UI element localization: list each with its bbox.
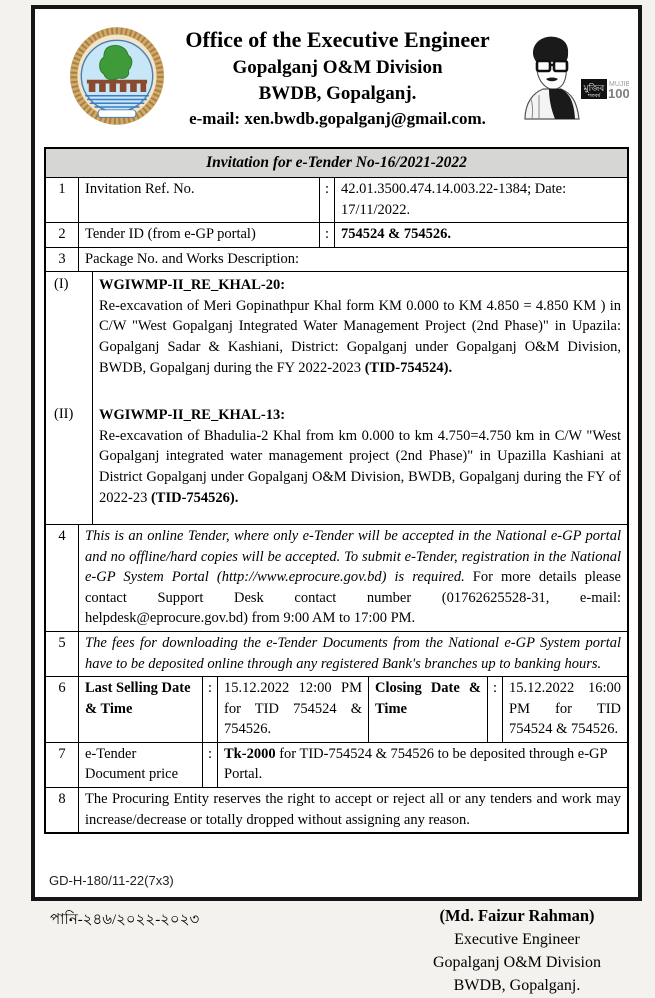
rights-note: The Procuring Entity reserves the right to accept or reject all or any tenders and work may increase/decrease or totally dropped without assigning any reason. <box>78 788 627 832</box>
table-title: Invitation for e-Tender No-16/2021-2022 <box>46 149 627 177</box>
package-1-description <box>92 272 627 402</box>
package-1-title: WGIWMP-II_RE_KHAL-20: <box>99 277 286 294</box>
row-number: 3 <box>58 250 66 267</box>
signatory-name: (Md. Faizur Rahman) <box>439 906 595 926</box>
row-number: 1 <box>58 181 66 197</box>
memo-number: পানি-২৪৬/২০২২-২০২৩ <box>50 912 200 929</box>
row-number: 8 <box>58 791 66 808</box>
row-package-2 <box>46 402 627 524</box>
print-code: GD-H-180/11-22(7x3) <box>49 873 174 888</box>
letterhead <box>44 13 629 143</box>
tender-id-label: Tender ID (from e-GP portal) <box>78 223 319 247</box>
package-1-tid: (TID-754524). <box>364 359 453 376</box>
closing-date-label: Closing Date & Time <box>368 677 487 742</box>
row-document-price <box>46 742 627 787</box>
tender-table <box>44 147 629 834</box>
svg-text:100: 100 <box>608 85 629 101</box>
document-price-value <box>217 743 627 787</box>
signatory-organization: BWDB, Gopalganj. <box>453 977 581 995</box>
row-number: 2 <box>58 226 66 243</box>
colon-separator: : <box>319 223 334 247</box>
row-online-tender-note <box>46 524 627 631</box>
package-2-tid: (TID-754526). <box>150 489 239 506</box>
mujib-100-icon <box>511 31 629 126</box>
invitation-ref-label: Invitation Ref. No. <box>78 178 319 222</box>
bwdb-seal-icon <box>70 27 164 130</box>
document-footer <box>44 904 629 997</box>
row-number: 6 <box>58 680 66 697</box>
tender-id-value: 754524 & 754526. <box>334 223 627 247</box>
row-dates <box>46 676 627 742</box>
colon-separator: : <box>202 677 217 742</box>
organization-title: BWDB, Gopalganj. <box>258 82 417 104</box>
document-price-amount: Tk-2000 <box>224 745 276 762</box>
document-price-label: e-Tender Document price <box>78 743 202 787</box>
colon-separator: : <box>319 178 334 222</box>
package-1-number: (I) <box>54 276 69 293</box>
package-1-body <box>99 296 621 378</box>
online-tender-note-regular: For more details please contact Support Desk contact number (01762625528-31, e-mail: helpdesk@eprocure.gov.bd) from 9:00 AM to 17:00 PM. <box>85 569 621 627</box>
row-package-1 <box>46 271 627 402</box>
row-fees-note <box>46 631 627 676</box>
signatory-division: Gopalganj O&M Division <box>433 954 601 972</box>
online-tender-note <box>78 525 627 631</box>
signature-block <box>433 904 601 997</box>
email-line: e-mail: xen.bwdb.gopalganj@gmail.com. <box>189 109 486 129</box>
package-2-text: Re-excavation of Bhadulia-2 Khal from km 0.000 to km 4.750=4.750 km in C/W "West Gopalganj integrated water management project (2nd Phase)" in Upazilla Kashiani at District Gopalganj under Gopalganj O&M Division, BWDB, Gopalganj during the FY of 2022-23 <box>99 427 621 506</box>
package-1-text: Re-excavation of Meri Gopinathpur Khal form KM 0.000 to KM 4.850 = 4.850 KM ) in C/W "West Gopalganj Integrated Water Management Project (2nd Phase)" in Upazila: Gopalganj Sadar & Kashiani, District: Gopalganj under Gopalganj O&M Division, BWDB, Gopalganj during the FY 2022-2023 <box>99 297 621 376</box>
online-tender-note-italic: This is an online Tender, where only e-Tender will be accepted in the National e-GP portal and no offline/hard copies will be accepted. To submit e-Tender, registration in the National e-GP System Portal (http://www.eprocure.gov.bd) is required. <box>85 528 621 586</box>
svg-text:মুজিব: মুজিব <box>583 82 605 93</box>
package-2-body <box>99 426 621 508</box>
division-title: Gopalganj O&M Division <box>232 56 443 78</box>
row-invitation-ref <box>46 177 627 222</box>
package-2-description <box>92 402 627 524</box>
svg-text:MUJIB: MUJIB <box>609 80 629 88</box>
colon-separator: : <box>487 677 502 742</box>
package-2-number: (II) <box>54 406 74 423</box>
package-heading-label: Package No. and Works Description: <box>78 248 627 272</box>
row-rights-note <box>46 787 627 832</box>
row-number: 4 <box>58 528 66 545</box>
invitation-ref-value: 42.01.3500.474.14.003.22-1384; Date: 17/11/2022. <box>334 178 627 222</box>
last-selling-date-value: 15.12.2022 12:00 PM for TID 754524 & 754526. <box>217 677 368 742</box>
tender-notice-page <box>31 5 642 995</box>
row-number: 7 <box>58 745 66 762</box>
package-2-title: WGIWMP-II_RE_KHAL-13: <box>99 407 286 424</box>
row-tender-id <box>46 222 627 247</box>
colon-separator: : <box>202 743 217 787</box>
signatory-designation: Executive Engineer <box>454 931 580 949</box>
document-price-detail: for TID-754524 & 754526 to be deposited through e-GP Portal. <box>224 745 608 783</box>
office-title: Office of the Executive Engineer <box>185 27 490 53</box>
row-number: 5 <box>58 634 66 651</box>
table-title-row <box>46 149 627 177</box>
letterhead-text <box>164 26 511 129</box>
closing-date-value: 15.12.2022 16:00 PM for TID 754524 & 754526. <box>502 677 627 742</box>
fees-note: The fees for downloading the e-Tender Documents from the National e-GP System portal have to be deposited online through any registered Bank's branches up to banking hours. <box>78 632 627 676</box>
row-package-heading <box>46 247 627 272</box>
svg-text:শতবর্ষ: শতবর্ষ <box>587 92 601 99</box>
last-selling-date-label: Last Selling Date & Time <box>78 677 202 742</box>
